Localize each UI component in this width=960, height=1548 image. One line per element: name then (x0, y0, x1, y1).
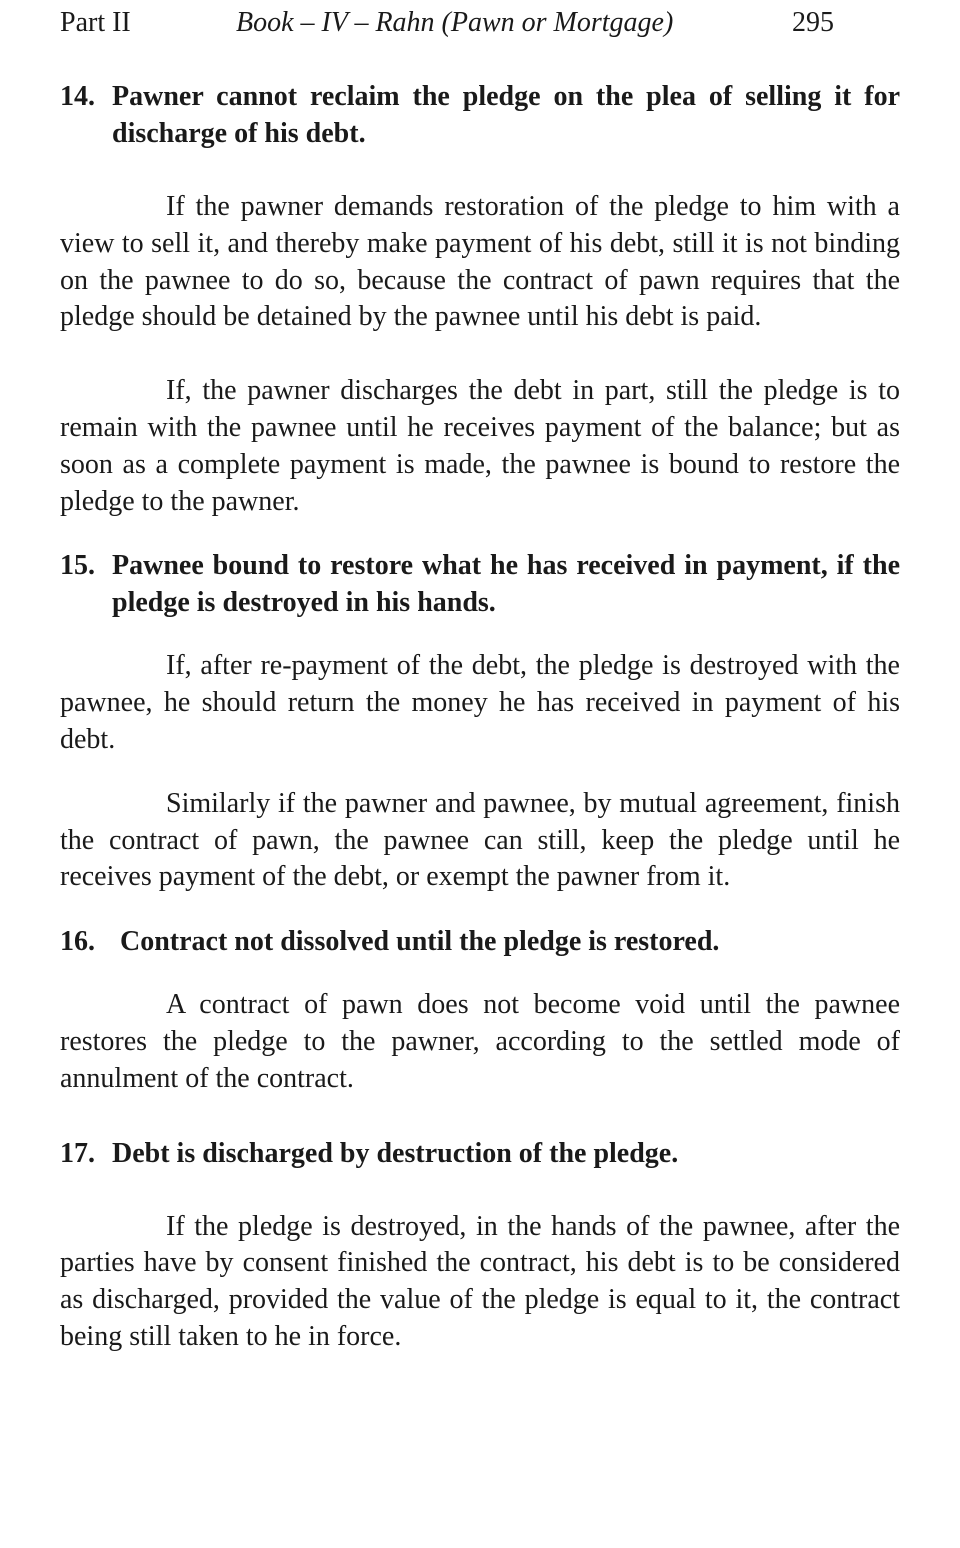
section-number: 14. (60, 81, 95, 112)
book-page (60, 0, 900, 1356)
section-16 (60, 923, 900, 1097)
section-title: Pawner cannot reclaim the pledge on the plea of selling it for discharge of his debt. (112, 81, 900, 149)
section-17 (60, 1135, 900, 1356)
section-heading (60, 1135, 900, 1172)
paragraph: If the pledge is destroyed, in the hands of the pawnee, after the parties have by consent finished the contract, his debt is to be considered as discharged, provided the value of the pledge is equal to it, the contract being still taken to he in force. (60, 1210, 900, 1352)
section-14 (60, 78, 900, 520)
running-header (60, 0, 900, 46)
section-heading (60, 547, 900, 621)
section-heading (60, 78, 900, 152)
section-number: 16. (60, 926, 95, 958)
section-heading (60, 923, 900, 960)
section-title: Contract not dissolved until the pledge is restored. (120, 926, 720, 958)
paragraph: If the pawner demands restoration of the pledge to him with a view to sell it, and thereby make payment of his debt, still it is not binding on the pawnee to do so, because the contract of pawn requires that the pledge should be detained by the pawnee until his debt is paid. (60, 191, 900, 333)
section-title: Debt is discharged by destruction of the pledge. (112, 1137, 679, 1169)
part-label: Part II (60, 7, 131, 38)
book-title: Book – IV – Rahn (Pawn or Mortgage) (236, 7, 674, 38)
section-15 (60, 547, 900, 896)
page-number: 295 (792, 7, 834, 38)
paragraph: If, after re-payment of the debt, the pledge is destroyed with the pawnee, he should return the money he has received in payment of his debt. (60, 650, 900, 755)
section-number: 15. (60, 550, 95, 582)
paragraph: A contract of pawn does not become void until the pawnee restores the pledge to the pawner, according to the settled mode of annulment of the contract. (60, 989, 900, 1094)
paragraph: Similarly if the pawner and pawnee, by mutual agreement, finish the contract of pawn, the pawnee can still, keep the pledge until he receives payment of the debt, or exempt the pawner from it. (60, 787, 900, 893)
section-number: 17. (60, 1137, 95, 1169)
section-title: Pawnee bound to restore what he has received in payment, if the pledge is destroyed in his hands. (112, 550, 900, 619)
paragraph: If, the pawner discharges the debt in part, still the pledge is to remain with the pawnee until he receives payment of the balance; but as soon as a complete payment is made, the pawnee is bound to restore the pledge to the pawner. (60, 375, 900, 517)
